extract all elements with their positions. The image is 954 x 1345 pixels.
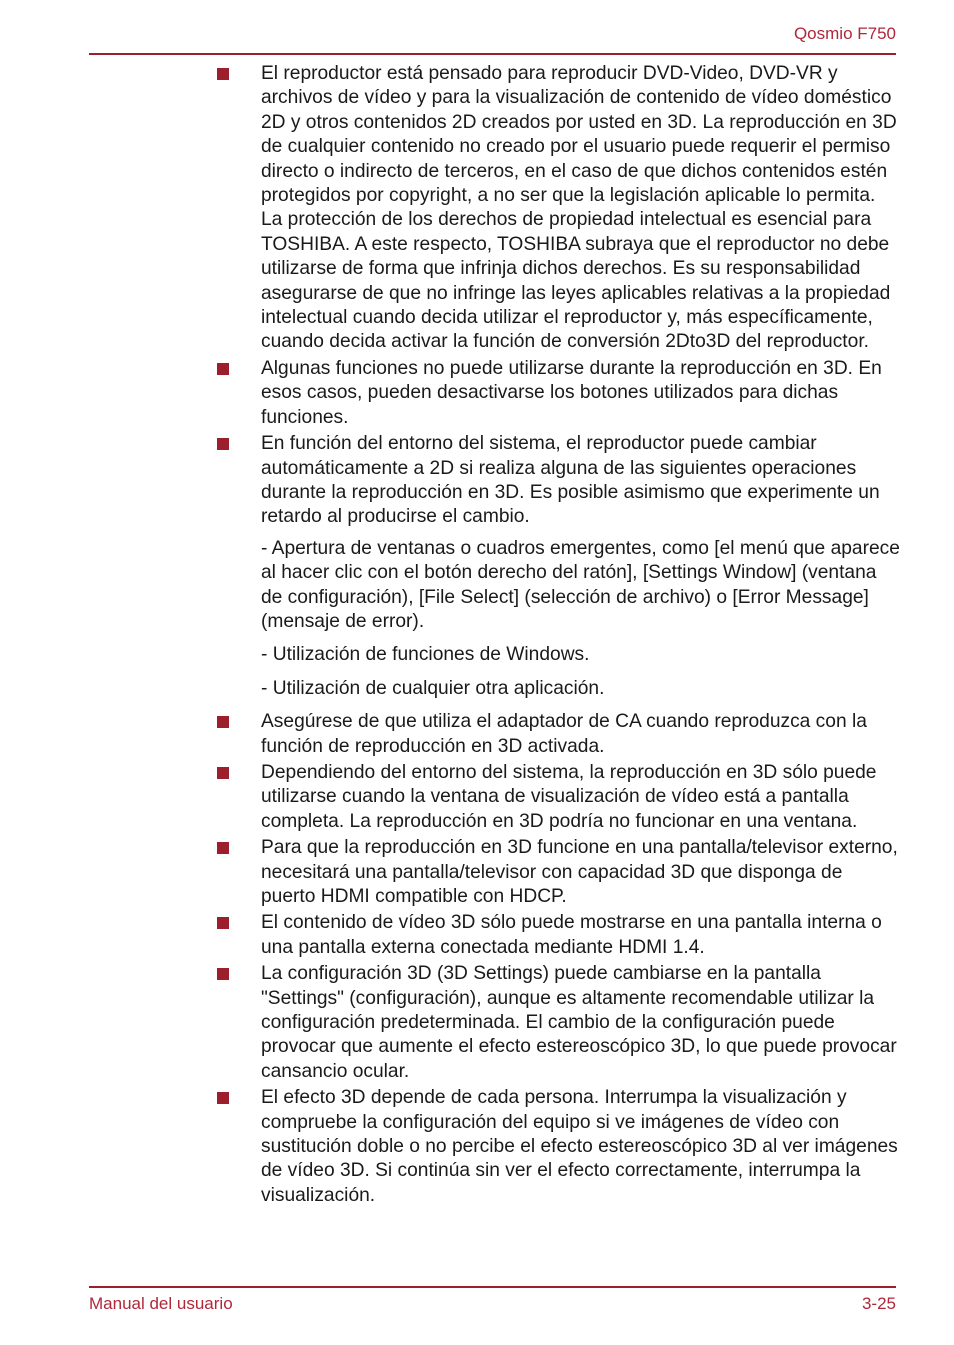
- square-bullet-icon: [217, 968, 229, 980]
- list-item: [217, 710, 901, 759]
- page-content: [217, 62, 901, 1210]
- square-bullet-icon: [217, 842, 229, 854]
- sub-paragraph: - Utilización de cualquier otra aplicación.: [261, 677, 605, 699]
- list-item: [217, 1086, 901, 1208]
- list-item-text: En función del entorno del sistema, el reproductor puede cambiar automáticamente a 2D si realiza alguna de las siguientes operaciones durante la reproducción en 3D. Es posible asimismo que experimente un retardo al producirse el cambio.: [261, 433, 880, 528]
- list-item-text: El contenido de vídeo 3D sólo puede mostrarse en una pantalla interna o una pantalla externa conectada mediante HDMI 1.4.: [261, 912, 882, 958]
- sub-paragraph: - Apertura de ventanas o cuadros emergentes, como [el menú que aparece al hacer clic con el botón derecho del ratón], [Settings Window] (ventana de configuración), [File Select] (selección de archivo) o [Error Message] (mensaje de error).: [261, 537, 900, 632]
- square-bullet-icon: [217, 716, 229, 728]
- header-rule: [89, 53, 896, 55]
- square-bullet-icon: [217, 68, 229, 80]
- list-item: [217, 432, 901, 530]
- list-item: [217, 62, 901, 355]
- page-number: 3-25: [861, 1294, 896, 1313]
- list-item-text: El efecto 3D depende de cada persona. Interrumpa la visualización y compruebe la configuración del equipo si ve imágenes de vídeo con sustitución doble o no percibe el efecto estereoscópico 3D al ver imágenes de vídeo 3D. Si continúa sin ver el efecto correctamente, interrumpa la visualización.: [261, 1087, 898, 1206]
- list-item-text: Algunas funciones no puede utilizarse durante la reproducción en 3D. En esos casos, pueden desactivarse los botones utilizados para dichas funciones.: [261, 357, 882, 428]
- square-bullet-icon: [217, 438, 229, 450]
- list-item-text: El reproductor está pensado para reproducir DVD-Video, DVD-VR y archivos de vídeo y para la visualización de contenido de vídeo doméstico 2D y otros contenidos 2D creados por usted en 3D. La reproducción en 3D de cualquier contenido no creado por el usuario puede requerir el permiso directo o indirecto de terceros, en el caso de que dichos contenidos estén protegidos por copyright, a no ser que la legislación aplicable lo permita. La protección de los derechos de propiedad intelectual es esencial para TOSHIBA. A este respecto, TOSHIBA subraya que el reproductor no debe utilizarse de forma que infrinja dichos derechos. Es su responsabilidad asegurarse de que no infringe las leyes aplicables relativas a la propiedad intelectual cuando decida utilizar el reproductor y, más específicamente, cuando decida activar la función de conversión 2Dto3D del reproductor.: [261, 63, 897, 353]
- footer-rule: [89, 1286, 896, 1288]
- list-item: [217, 357, 901, 430]
- square-bullet-icon: [217, 1092, 229, 1104]
- square-bullet-icon: [217, 363, 229, 375]
- square-bullet-icon: [217, 917, 229, 929]
- list-item-text: La configuración 3D (3D Settings) puede cambiarse en la pantalla "Settings" (configuración), aunque es altamente recomendable utilizar la configuración predeterminada. El cambio de la configuración puede provocar que aumente el efecto estereoscópico 3D, lo que puede provocar cansancio ocular.: [261, 963, 897, 1082]
- list-item-text: Para que la reproducción en 3D funcione en una pantalla/televisor externo, necesitará una pantalla/televisor con capacidad 3D que disponga de puerto HDMI compatible con HDCP.: [261, 837, 898, 907]
- list-item-text: Asegúrese de que utiliza el adaptador de CA cuando reproduzca con la función de reproducción en 3D activada.: [261, 711, 867, 757]
- footer-manual-title: Manual del usuario: [89, 1294, 233, 1313]
- list-item: [217, 962, 901, 1084]
- list-item: [217, 761, 901, 834]
- header-title: Qosmio F750: [793, 24, 896, 43]
- list-item: [217, 911, 901, 960]
- sub-paragraph: - Utilización de funciones de Windows.: [261, 644, 590, 666]
- list-item: [217, 836, 901, 909]
- list-item-text: Dependiendo del entorno del sistema, la reproducción en 3D sólo puede utilizarse cuando la ventana de visualización de vídeo está a pantalla completa. La reproducción en 3D podría no funcionar en una ventana.: [261, 761, 877, 832]
- square-bullet-icon: [217, 767, 229, 779]
